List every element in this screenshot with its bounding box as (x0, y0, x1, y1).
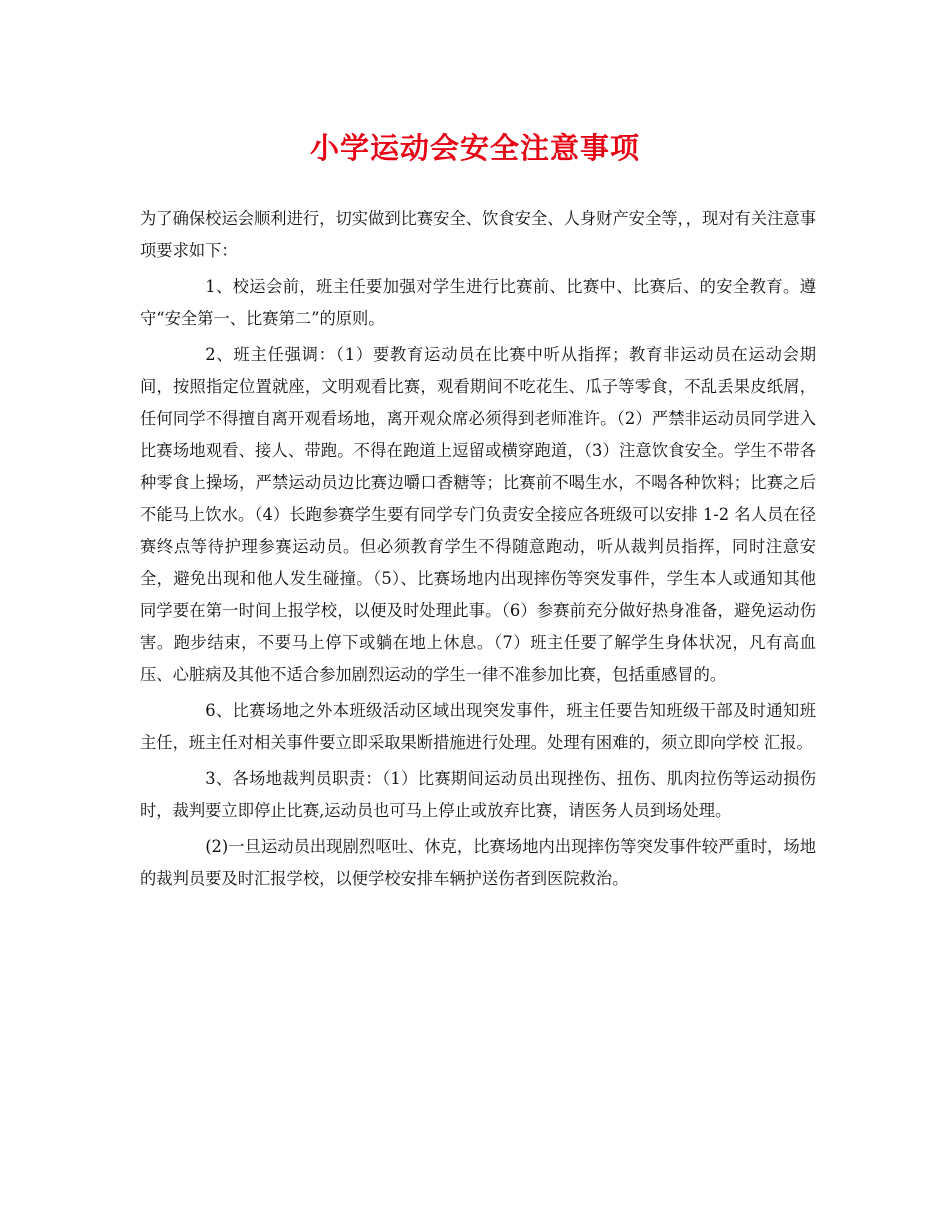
paragraph-intro: 为了确保校运会顺利进行，切实做到比赛安全、饮食安全、人身财产安全等，，现对有关注意事项要求如下： (140, 209, 816, 260)
paragraph-item-1: 1、校运会前，班主任要加强对学生进行比赛前、比赛中、比赛后、的安全教育。遵守“安全第一、比赛第二”的原则。 (140, 277, 816, 328)
paragraph-item-3-2: (2)一旦运动员出现剧烈呕吐、休克，比赛场地内出现摔伤等突发事件较严重时，场地的裁判员要及时汇报学校，以便学校安排车辆护送伤者到医院救治。 (140, 837, 816, 888)
document-title: 小学运动会安全注意事项 (309, 131, 640, 165)
document-body (140, 203, 816, 899)
paragraph-item-6: 6、比赛场地之外本班级活动区域出现突发事件，班主任要告知班级干部及时通知班主任，班主任对相关事件要立即采取果断措施进行处理。处理有困难的，须立即向学校 汇报。 (140, 701, 816, 752)
paragraph-item-3: 3、各场地裁判员职责：（1）比赛期间运动员出现挫伤、扭伤、肌肉拉伤等运动损伤时，裁判要立即停止比赛,运动员也可马上停止或放弃比赛，请医务人员到场处理。 (140, 769, 816, 820)
paragraph-item-2: 2、班主任强调：（1）要教育运动员在比赛中听从指挥；教育非运动员在运动会期间，按照指定位置就座，文明观看比赛，观看期间不吃花生、瓜子等零食，不乱丢果皮纸屑，任何同学不得擅自离开观看场地，离开观众席必须得到老师准许。（2）严禁非运动员同学进入比赛场地观看、接人、带跑。不得在跑道上逗留或横穿跑道，（3）注意饮食安全。学生不带各种零食上操场，严禁运动员边比赛边嚼口香糖等；比赛前不喝生水，不喝各种饮料；比赛之后不能马上饮水。（4）长跑参赛学生要有同学专门负责安全接应各班级可以安排 1-2 名人员在径赛终点等待护理参赛运动员。但必须教育学生不得随意跑动，听从裁判员指挥，同时注意安全，避免出现和他人发生碰撞。（5）、比赛场地内出现摔伤等突发事件，学生本人或通知其他同学要在第一时间上报学校，以便及时处理此事。（6）参赛前充分做好热身准备，避免运动伤害。跑步结束，不要马上停下或躺在地上休息。（7）班主任要了解学生身体状况，凡有高血压、心脏病及其他不适合参加剧烈运动的学生一律不准参加比赛，包括重感冒的。 (140, 345, 816, 684)
